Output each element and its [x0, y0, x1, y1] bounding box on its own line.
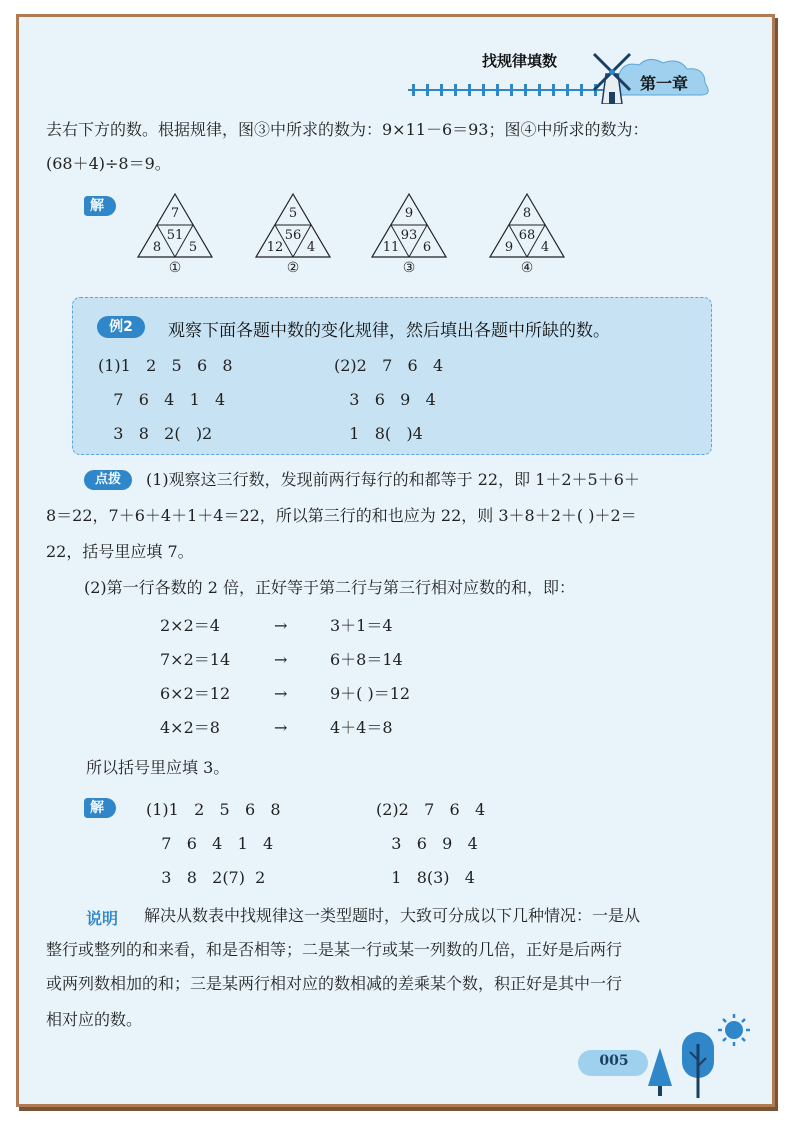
solution-tag: 解 [84, 798, 116, 818]
triangle-left-number: 8 [152, 240, 162, 255]
equation-left: 4×2＝8 [160, 718, 220, 737]
section-title: 找规律填数 [482, 52, 558, 70]
intro-line: (68＋4)÷8＝9。 [46, 154, 171, 173]
fence-decoration [408, 82, 608, 98]
triangle-left-number: 9 [504, 240, 514, 255]
arrow-icon: → [274, 650, 288, 669]
example-row: 7 6 4 1 4 [98, 390, 226, 409]
triangle-label: ④ [520, 260, 534, 276]
triangle-figure [472, 192, 582, 276]
example-question: 观察下面各题中数的变化规律，然后填出各题中所缺的数。 [168, 321, 610, 341]
arrow-icon: → [274, 718, 288, 737]
arrow-icon: → [274, 684, 288, 703]
hint-line: (1)观察这三行数，发现前两行每行的和都等于 22，即 1＋2＋5＋6＋ [146, 470, 640, 489]
triangle-icon [472, 192, 582, 260]
hint-line: 22，括号里应填 7。 [46, 542, 194, 561]
page-number: 005 [599, 1053, 629, 1069]
hint-tag: 点拨 [84, 470, 132, 490]
triangle-label: ① [168, 260, 182, 276]
triangle-icon [354, 192, 464, 260]
solution-row: 3 6 9 4 [376, 834, 478, 853]
solution-row: 7 6 4 1 4 [146, 834, 274, 853]
triangle-top-number: 8 [522, 206, 532, 221]
solution-row: 1 8(3) 4 [376, 868, 475, 887]
triangle-right-number: 6 [422, 240, 432, 255]
triangle-icon [120, 192, 230, 260]
hint-line: 8＝22，7＋6＋4＋1＋4＝22，所以第三行的和也应为 22，则 3＋8＋2＋( )＋2＝ [46, 506, 637, 525]
equation-right: 4＋4＝8 [330, 718, 393, 737]
triangle-right-number: 5 [188, 240, 198, 255]
note-line: 整行或整列的和来看，和是否相等；二是某一行或某一列数的几倍，正好是后两行 [46, 940, 623, 959]
solution-row: (1)1 2 5 6 8 [146, 800, 281, 819]
chapter-label: 第一章 [640, 74, 689, 93]
triangle-left-number: 12 [266, 240, 284, 255]
hint-line: (2)第一行各数的 2 倍，正好等于第二行与第三行相对应数的和，即： [84, 578, 576, 597]
triangle-label: ② [286, 260, 300, 276]
equation-left: 6×2＝12 [160, 684, 231, 703]
triangle-center-number: 51 [166, 228, 184, 243]
note-line: 或两列数相加的和；三是某两行相对应的数相减的差乘某个数，积正好是其中一行 [46, 974, 623, 993]
example-row: (2)2 7 6 4 [334, 356, 444, 375]
solution-tag: 解 [84, 196, 116, 216]
triangle-label: ③ [402, 260, 416, 276]
triangle-figure [120, 192, 230, 276]
example-row: 3 6 9 4 [334, 390, 436, 409]
tree-icon [678, 1030, 718, 1098]
triangle-left-number: 11 [382, 240, 400, 255]
triangle-right-number: 4 [540, 240, 550, 255]
equation-right: 6＋8＝14 [330, 650, 403, 669]
triangle-center-number: 56 [284, 228, 302, 243]
triangle-center-number: 93 [400, 228, 418, 243]
equation-right: 9＋( )＝12 [330, 684, 411, 703]
equation-left: 7×2＝14 [160, 650, 231, 669]
note-line: 解决从数表中找规律这一类型题时，大致可分成以下几种情况：一是从 [144, 906, 641, 925]
sun-icon [716, 1012, 752, 1048]
equation-right: 3＋1＝4 [330, 616, 393, 635]
solution-row: (2)2 7 6 4 [376, 800, 486, 819]
example-row: (1)1 2 5 6 8 [98, 356, 233, 375]
example-row: 1 8( )4 [334, 424, 423, 443]
solution-row: 3 8 2(7) 2 [146, 868, 266, 887]
triangle-center-number: 68 [518, 228, 536, 243]
windmill-icon [590, 48, 634, 104]
triangle-top-number: 5 [288, 206, 298, 221]
triangle-right-number: 4 [306, 240, 316, 255]
pine-tree-icon [646, 1046, 674, 1096]
triangle-icon [238, 192, 348, 260]
intro-line: 去右下方的数。根据规律，图③中所求的数为：9×11－6＝93；图④中所求的数为： [46, 120, 649, 139]
arrow-icon: → [274, 616, 288, 635]
triangle-figure [238, 192, 348, 276]
triangle-top-number: 7 [170, 206, 180, 221]
triangle-top-number: 9 [404, 206, 414, 221]
example-tag: 例2 [97, 316, 145, 338]
triangle-figure [354, 192, 464, 276]
equation-left: 2×2＝4 [160, 616, 220, 635]
note-label: 说明 [86, 909, 119, 928]
example-row: 3 8 2( )2 [98, 424, 213, 443]
note-line: 相对应的数。 [46, 1010, 143, 1029]
hint-conclusion: 所以括号里应填 3。 [86, 758, 230, 777]
